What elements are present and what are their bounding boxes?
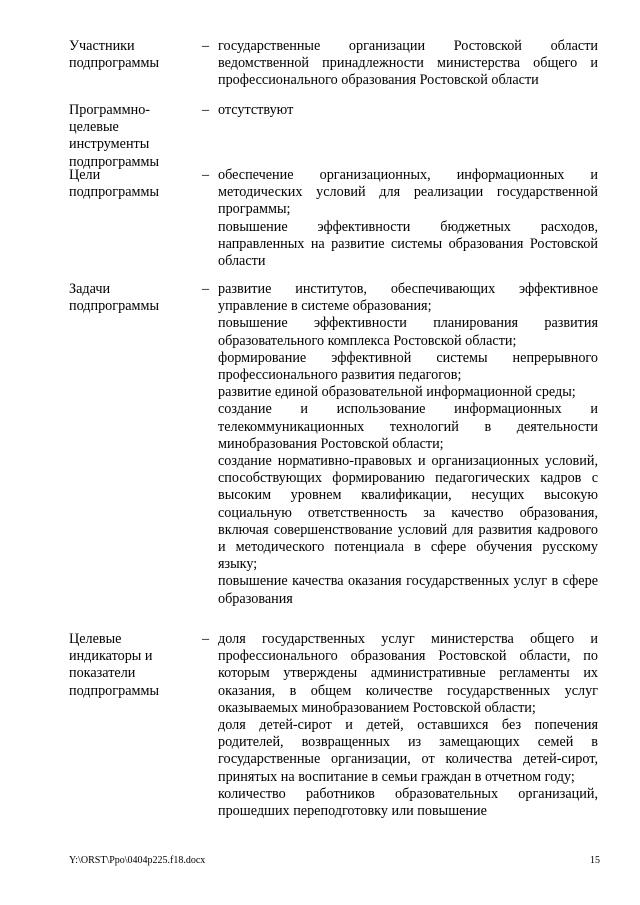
row-dash: – [202,102,210,118]
content-item: обеспечение организационных, информационных и методических условий для реализации государственной программы; [218,167,598,218]
row-content [218,167,598,270]
row-content [218,102,598,119]
row-dash: – [202,38,210,54]
row-dash: – [202,631,210,647]
content-item: доля детей-сирот и детей, оставшихся без попечения родителей, возвращенных из замещающих семей в государственные организации, от количества детей-сирот, принятых на воспитание в семьи граждан в отчетном году; [218,717,598,785]
footer-file-path: Y:\ORST\Ppo\0404p225.f18.docx [69,855,206,866]
content-item: повышение качества оказания государственных услуг в сфере образования [218,573,598,607]
content-item: повышение эффективности бюджетных расходов, направленных на развитие системы образования Ростовской области [218,218,598,270]
row-dash: – [202,281,210,297]
row-content [218,38,598,90]
row-content [218,281,598,608]
content-item: количество работников образовательных организаций, прошедших переподготовку или повышение [218,785,598,820]
content-item: развитие институтов, обеспечивающих эффективное управление в системе образования; [218,281,598,315]
footer-page-number: 15 [590,855,600,866]
content-item: развитие единой образовательной информационной среды; [218,384,576,401]
row-label: Программно-целевые инструменты подпрограммы [69,102,159,170]
content-item: формирование эффективной системы непрерывного профессионального развития педагогов; [218,349,598,384]
row-label: Цели подпрограммы [69,167,159,201]
row-label: Целевые индикаторы и показатели подпрограммы [69,631,159,699]
row-dash: – [202,167,210,183]
row-label: Задачи подпрограммы [69,281,159,315]
content-item: государственные организации Ростовской области ведомственной принадлежности министерства общего и профессионального образования Ростовской области [218,38,598,89]
content-item: создание и использование информационных и телекоммуникационных технологий в деятельности минобразования Ростовской области; [218,401,598,452]
row-content [218,631,598,820]
content-item: повышение эффективности планирования развития образовательного комплекса Ростовской области; [218,315,598,349]
content-item: доля государственных услуг министерства общего и профессионального образования Ростовской области, по которым утверждены административные регламенты их оказания, в общем количестве государственных услуг оказываемых минобразованием Ростовской области; [218,631,598,716]
content-item: отсутствуют [218,102,294,118]
content-item: создание нормативно-правовых и организационных условий, способствующих формированию педагогических кадров с высоким уровнем квалификации, несущих высокую социальную ответственность за качество образования, включая совершенствование условий для развития кадрового и методического потенциала в сфере обучения русскому языку; [218,453,598,573]
row-label: Участники подпрограммы [69,38,159,72]
